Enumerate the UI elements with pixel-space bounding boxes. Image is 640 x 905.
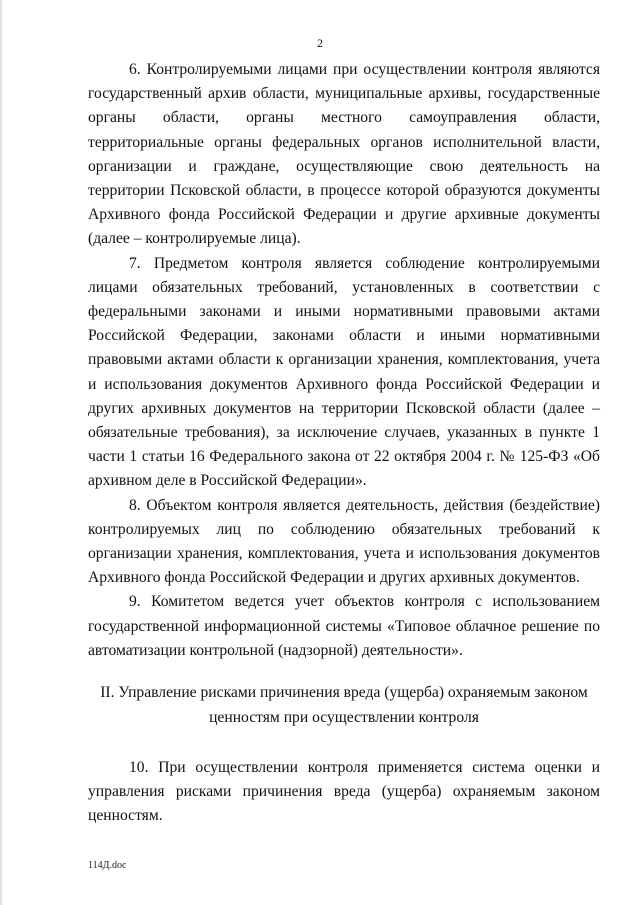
- paragraph-10: 10. При осуществлении контроля применяется система оценки и управления рисками причинения вреда (ущерба) охраняемым законом ценностям.: [88, 759, 600, 825]
- document-body: [88, 58, 600, 829]
- paragraph-7: 7. Предметом контроля является соблюдение контролируемыми лицами обязательных требований, установленных в соответствии с федеральными законами и иными нормативными правовыми актами Российской Федерации, законами области и иными нормативными правовыми актами области к организации хранения, комплектования, учета и использования документов Архивного фонда Российской Федерации и других архивных документов на территории Псковской области (далее – обязательные требования), за исключение случаев, указанных в пункте 1 части 1 статьи 16 Федерального закона от 22 октября 2004 г. № 125-ФЗ «Об архивном деле в Российской Федерации».: [88, 254, 600, 490]
- page-number: 2: [317, 36, 323, 50]
- paragraph-8: 8. Объектом контроля является деятельность, действия (бездействие) контролируемых лиц по соблюдению обязательных требований к организации хранения, комплектования, учета и использования документов Архивного фонда Российской Федерации и других архивных документов.: [88, 496, 600, 587]
- paragraph-6: 6. Контролируемыми лицами при осуществлении контроля являются государственный архив области, муниципальные архивы, государственные органы области, органы местного самоуправления области, территориальные органы федеральных органов исполнительной власти, организации и граждане, осуществляющие свою деятельность на территории Псковской области, в процессе которой образуются документы Архивного фонда Российской Федерации и другие архивные документы (далее – контролируемые лица).: [88, 61, 600, 248]
- footer-filename: 114Д.doc: [88, 860, 127, 871]
- section-heading: II. Управление рисками причинения вреда (ущерба) охраняемым законом ценностям при осуществлении контроля: [100, 684, 588, 726]
- paragraph-9: 9. Комитетом ведется учет объектов контроля с использованием государственной информационной системы «Типовое облачное решение по автоматизации контрольной (надзорной) деятельности».: [88, 593, 600, 659]
- page-edge-shadow: [0, 0, 3, 905]
